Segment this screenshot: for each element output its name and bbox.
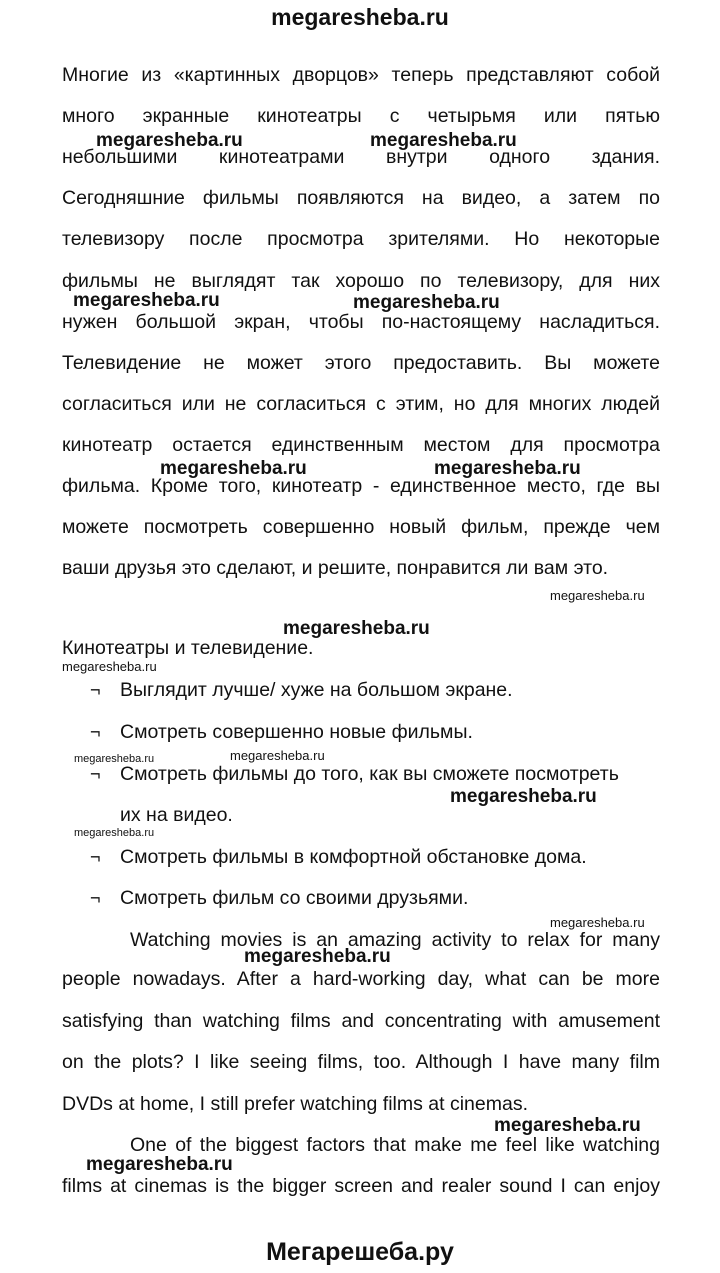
list-item-continuation: их на видео. — [120, 804, 233, 826]
ru-line-8: Телевидение не может этого предоставить. Вы можете — [62, 352, 660, 374]
watermark: megaresheba.ru — [86, 1154, 233, 1175]
watermark: megaresheba.ru — [230, 748, 325, 763]
ru-line-2: много экранные кинотеатры с четырьмя или пятью — [62, 105, 660, 127]
watermark: megaresheba.ru — [550, 915, 645, 930]
watermark: megaresheba.ru — [353, 292, 500, 313]
ru-line-5: телевизору после просмотра зрителями. Но некоторые — [62, 228, 660, 250]
en-line-2: people nowadays. After a hard-working day, what can be more — [62, 968, 660, 990]
watermark: megaresheba.ru — [283, 618, 430, 639]
watermark: megaresheba.ru — [244, 946, 391, 967]
en-line-1: Watching movies is an amazing activity to relax for many — [130, 929, 660, 951]
ru-line-4: Сегодняшние фильмы появляются на видео, а затем по — [62, 187, 660, 209]
ru-line-11: фильма. Кроме того, кинотеатр - единственное место, где вы — [62, 475, 660, 497]
bullet-icon: ¬ — [90, 680, 101, 700]
watermark: megaresheba.ru — [160, 458, 307, 479]
ru-line-12: можете посмотреть совершенно новый фильм, прежде чем — [62, 516, 660, 538]
ru-line-6: фильмы не выглядят так хорошо по телевизору, для них — [62, 270, 660, 292]
ru-line-13: ваши друзья это сделают, и решите, понравится ли вам это. — [62, 557, 609, 579]
ru-line-1: Многие из «картинных дворцов» теперь представляют собой — [62, 64, 660, 86]
watermark: megaresheba.ru — [370, 130, 517, 151]
ru-line-10: кинотеатр остается единственным местом для просмотра — [62, 434, 660, 456]
watermark: megaresheba.ru — [73, 290, 220, 311]
en-line-6: One of the biggest factors that make me feel like watching — [130, 1134, 660, 1156]
watermark: megaresheba.ru — [434, 458, 581, 479]
watermark: megaresheba.ru — [96, 130, 243, 151]
list-item — [90, 679, 513, 702]
list-item-text: Смотреть фильмы до того, как вы сможете посмотреть — [120, 763, 619, 785]
watermark: megaresheba.ru — [74, 753, 155, 765]
watermark: megaresheba.ru — [494, 1115, 641, 1136]
bullet-icon: ¬ — [90, 764, 101, 784]
list-item — [90, 846, 587, 869]
ru-line-9: согласиться или не согласиться с этим, но для многих людей — [62, 393, 660, 415]
list-heading: Кинотеатры и телевидение. — [62, 637, 314, 659]
list-item-text: Смотреть фильмы в комфортной обстановке дома. — [120, 846, 587, 868]
watermark: megaresheba.ru — [74, 827, 155, 839]
list-item-text: Выглядит лучше/ хуже на большом экране. — [120, 679, 513, 701]
list-item-text: Смотреть фильм со своими друзьями. — [120, 887, 469, 909]
list-item — [90, 887, 468, 910]
watermark: megaresheba.ru — [450, 786, 597, 807]
watermark: megaresheba.ru — [550, 588, 645, 603]
en-line-4: on the plots? I like seeing films, too. Although I have many film — [62, 1051, 660, 1073]
list-item-text: Смотреть совершенно новые фильмы. — [120, 721, 473, 743]
bullet-icon: ¬ — [90, 888, 101, 908]
en-line-3: satisfying than watching films and concentrating with amusement — [62, 1010, 660, 1032]
site-header: megaresheba.ru — [271, 4, 449, 30]
bullet-icon: ¬ — [90, 722, 101, 742]
list-item — [90, 721, 473, 744]
list-item — [90, 763, 619, 786]
watermark: megaresheba.ru — [62, 659, 157, 674]
bullet-icon: ¬ — [90, 847, 101, 867]
en-line-7: films at cinemas is the bigger screen and realer sound I can enjoy — [62, 1175, 660, 1197]
ru-line-3: небольшими кинотеатрами внутри одного здания. — [62, 146, 660, 168]
en-line-5: DVDs at home, I still prefer watching films at cinemas. — [62, 1093, 528, 1115]
site-footer: Мегарешеба.ру — [266, 1238, 454, 1266]
ru-line-7: нужен большой экран, чтобы по-настоящему насладиться. — [62, 311, 660, 333]
